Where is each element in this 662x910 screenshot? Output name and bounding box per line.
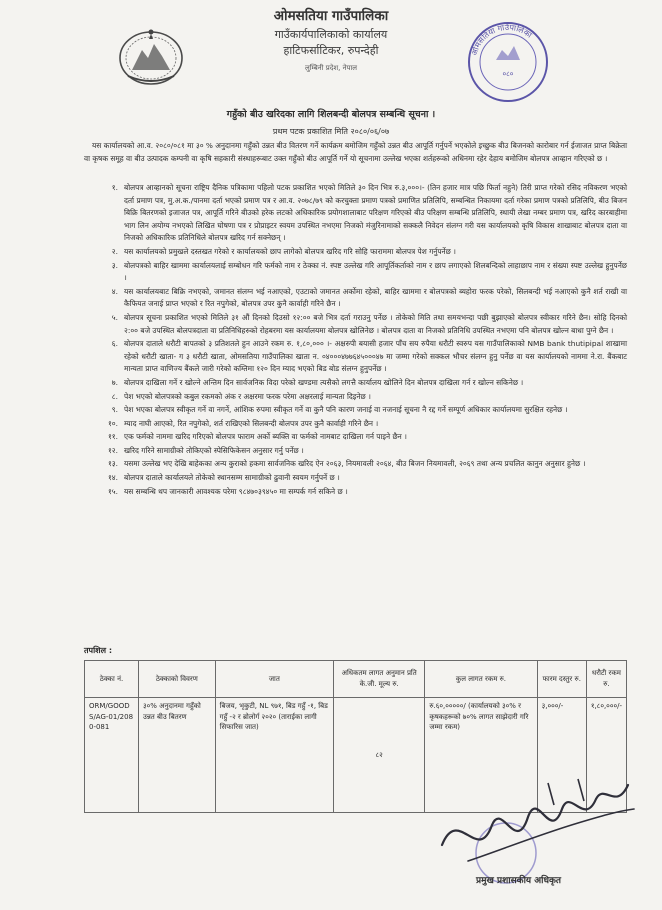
table-header-row [85,661,627,698]
list-item-text: बोलपत्र दाखिला गर्ने र खोल्ने अन्तिम दिन सार्वजनिक विदा परेको खण्डमा त्यसैको लगत्तै कार्यालय खोलिने दिन बोलपत्र दाखिला गर्न र खोल्न सकिनेछ । [124,377,524,387]
cell-price-per-kg: ८२ [334,698,425,813]
table-label: तपशिल : [84,646,113,655]
list-item [84,182,627,245]
publication-date: प्रथम पटक प्रकाशित मिति २०८०/०६/०७ [272,127,390,136]
list-item-text: बोलपत्रको बाहिर खाममा कार्यालयलाई सम्बोधन गरि फर्मको नाम र ठेक्का नं. स्पष्ट उल्लेख गरि आपूर्तिकर्ताको नाम र छाप लगाएको शिलबन्दिको लाहाछाप नाम र संख्या स्पष्ट उल्लेख हुनुपर्नेछ । [124,260,627,283]
cell-total-cost: रु.६०,०००००/ (कार्यालयको ३०% र कृषकहरूको ७०% लागत साझेदारी गरि जम्मा रकम) [425,698,537,813]
list-item-number: १४. [107,473,118,483]
list-item-text: बोलपत्र दाताले कार्यालयले तोकेको स्थानसम्म सामाग्रीको ढुवानी स्वयम गर्नुपर्ने छ । [124,473,340,483]
list-item [84,260,627,285]
office-seal-stamp [466,20,550,104]
office-address: हाटिफर्साटिकर, रुपन्देही [283,44,379,57]
list-item-text: यस कार्यालयबाट बिक्रि नभएको, जमानत संलग्न भई नआएको, एउटाको जमानत अर्कोमा रहेको, बाहिर खाममा र बोलपत्रको ब्यहोरा फरक परेको, सिलबन्दी भई नआएको कुनै शर्त राखी वा कैफियत जनाई प्राप्त भएको र रित नपुगेको, बोलपत्र उपर कुनै कार्वाही गरिने छैन । [124,286,627,309]
list-item-text: एक फर्मको नाममा खरिद गरिएको बोलपत्र फाराम अर्को ब्यक्ति वा फर्मको नामबाट दाखिला गर्न पाइने छैन । [124,432,407,442]
svg-text:ओमसतिया गाउँपालिका: ओमसतिया गाउँपालिका [469,22,534,57]
list-item-number: ८. [111,391,118,401]
list-item-text: म्याद नाघी आएको, रित नपुगेको, शर्त राखिएको सिलबन्दी बोलपत्र उपर कुनै कार्वाही गरिने छैन । [124,418,379,428]
list-item [84,472,627,485]
col-contract-no: ठेक्का नं. [85,661,139,698]
list-item-number: ७. [111,377,118,387]
svg-text:०८०: ०८० [502,70,514,78]
list-item [84,486,627,499]
list-item [84,458,627,471]
list-item-number: १२. [107,445,118,455]
list-item-number: १. [111,183,118,192]
notice-title: गहुँको बीउ खरिदका लागि शिलबन्दी बोलपत्र सम्बन्धि सूचना । [226,109,436,120]
list-item [84,338,627,376]
list-item-number: २. [111,246,118,256]
list-item-text: यस कार्यालयको प्रमुखले दस्तखत गरेको र कार्यालयको छाप लागेको बोलपत्र खरिद गरि सोहि फाराममा बोलपत्र पेश गर्नुपर्नेछ । [124,246,456,256]
office-subtitle: गाउँकार्यपालिकाको कार्यालय [274,28,388,41]
list-item-text: बोलपत्र दाताले धरौटी बापतको ३ प्रतिशतले हुन आउने रकम रु. १,८०,००० ।- अक्षरुपी बयासी हजार पाँच सय रुपैया धरौटी स्वरुप यस गाउँपालिकाको NMB bank thutipipal शाखामा रहेको धरौटी खाता- ग ३ धरौटी खाता, ओमसतिया गाउँपालिका खाता न. ०४०००४७७६४५०००४७ मा जम्मा गरेको सक्कल भौचर संलग्न हुनु पर्नेछ वा यस कार्यालयको नाममा ने.रा. बैंकबाट मान्यता प्राप्त वाणिज्य बैंकले जारी गरेको कम्तिमा १२० दिन म्याद भएको बिड बोड संलग्न हुनुपर्नेछ । [124,339,627,374]
list-item-number: ९. [111,405,118,415]
list-item-number: ४. [111,286,118,296]
list-item-text: यसमा उल्लेख भए देखि बाहेकका अन्य कुराको हकमा सार्वजनिक खरिद ऐन २०६३, नियमावली २०६४, बीउ बिजन नियमावली, २०६९ तथा अन्य प्रचलित कानुन अनुसार हुनेछ । [124,459,586,469]
list-item-number: ११. [107,432,118,442]
list-item-text: पेश भएका बोलपत्र स्वीकृत गर्ने वा नगर्ने, आंशिक रुपमा स्वीकृत गर्ने वा कुनै पनि कारण जनाई वा नजनाई सूचना नै रद्द गर्ने सम्पूर्ण अधिकार कार्यालयमा सुरक्षित रहनेछ । [124,405,568,415]
cell-contract-no: ORM/GOODS/AG-01/2080-081 [85,698,139,813]
list-item [84,391,627,404]
list-item-text: बोलपत्र आव्हानको सूचना राष्ट्रिय दैनिक पत्रिकामा पहिलो पटक प्रकाशित भएको मितिले ३० दिन भित्र रु.३,०००।- (तिन हजार मात्र पछि फिर्ता नहुने) तिरी प्राप्त गरेको रसिद नविकरण भएको दर्ता प्रमाण पत्र, मु.अ.क./पानमा दर्ता भएको प्रमाण पत्र र आ.व. २०७८/७९ को करचुक्ता प्रमाण पत्रको प्रमाणित प्रतिलिपि, सम्बन्धित निकायमा दर्ता गरेका प्रमाण पत्रको प्रतिलिपि, बीउ बिजन बिक्रि बितरणको इजाजत पत्र, आपूर्ति गरिने बीउको हरेक लटको अधिकारिक प्रयोगशालाबाट परिक्षण गरिएको बीउ परिक्षण सम्बन्धि प्रतिलिपि, स्थायी लेखा नम्बर प्रमाण पत्र, खरिद कारबाहीमा भाग लिन अयोग्य नभएको लिखित घोषणा पत्र र प्रोप्राइटर स्वयम उपस्थित नभएमा निजको मंजुरिनामाको सक्कलै निवेदन संलग्न गरी यस कार्यालयको कृषि विकास शाखाबाट बोलपत्र दाता वा निजको अधिकारिक प्रतिनिधिले बोलपत्र खरिद गर्न सक्नेछन् । [124,183,627,243]
col-price-per-kg: अधिकतम लागत अनुमान प्रति के.जी. मूल्य रु. [334,661,425,698]
list-item [84,431,627,444]
cell-description: ३०% अनुदानमा गहुँको उन्नत बीउ बितरण [138,698,215,813]
list-item [84,286,627,311]
signatory-title: प्रमुख प्रशासकीय अधिकृत [476,876,562,886]
intro-paragraph [84,140,627,165]
cell-variety: बिजय, भृकुटी, NL ९७१, बिड गहुँ -१, बिड गहुँ -२ र ब्रोलोर्ग २०२० (ताराईका लागी सिफारिस जात) [215,698,333,813]
col-description: ठेक्काको विवरण [138,661,215,698]
list-item-text: यस सम्बन्धि थप जानकारी आवश्यक परेमा ९८४७०३९४५० मा सम्पर्क गर्न सकिने छ । [124,486,348,496]
list-item [84,312,627,337]
list-item [84,377,627,390]
cell-deposit: १,८०,०००/- [586,698,626,813]
list-item-number: १५. [107,486,118,496]
list-item-number: ५. [111,312,118,322]
col-form-fee: फारम दस्तुर रु. [537,661,586,698]
list-item-text: बोलपत्र सूचना प्रकाशित भएको मितिले ३१ औं दिनको दिउसो १२:०० बजे भित्र दर्ता गराउनु पर्नेछ । तोकेको मिति तथा समयभन्दा पछी बुझाएको बोलपत्र स्वीकार गरिने छैन। सोहि दिनको २:०० बजे उपस्थित बोलपत्रदाता वा प्रतिनिधिहरुको रोहबरमा यस कार्यालयमा बोलपत्र खोलिनेछ । बोलपत्र दाता वा निजको प्रतिनिधि उपस्थित नभएमा पनि बोलपत्र खोल्न बाधा पुग्ने छैन । [124,312,627,335]
col-total-cost: कुल लागत रकम रु. [425,661,537,698]
col-deposit: धरौटी रकम रु. [586,661,626,698]
list-item-text: पेश भएको बोलपत्रको कबुल रकमको अंक र अक्षरमा फरक परेमा अक्षरलाई मान्यता दिइनेछ । [124,391,371,401]
office-name: ओमसतिया गाउँपालिका [273,8,389,24]
list-item [84,404,627,417]
col-variety: जात [215,661,333,698]
cell-form-fee: ३,०००/- [537,698,586,813]
list-item-text: खरिद गरिने सामाग्रीको तोकिएको स्पेसिफिकेसन अनुसार गर्नु पर्नेछ । [124,445,304,455]
list-item-number: ३. [111,260,118,270]
terms-list [84,182,627,499]
list-item-number: १३. [107,459,118,469]
list-item [84,445,627,458]
list-item-number: ६. [111,339,118,349]
office-province: लुम्बिनी प्रदेश, नेपाल [304,64,358,72]
list-item [84,246,627,259]
list-item [84,418,627,431]
list-item-number: १०. [107,418,118,428]
intro-text: यस कार्यालयको आ.व. २०८०/०८१ मा ३० % अनुदानमा गहुँको उन्नत बीउ वितरण गर्ने कार्यक्रम बमोजिम गहुँको उन्नत बीउ आपूर्ति गर्नुपर्ने भएकोले इच्छुक बीउ बिजनको कारोबार गर्न ईजाजत प्राप्त बिक्रेता वा कृषक समूह वा बीउ उत्पादक कम्पनी वा कृषि सहकारी संस्थाहरूबाट उक्त गहुँको बीउ आपूर्ति गर्ने यो सूचनामा उल्लेख भएका शर्तहरूको अधिनमा रहेर देहाय बमोजिम बोलपत्र आव्हान गरिएको छ । [84,141,627,163]
